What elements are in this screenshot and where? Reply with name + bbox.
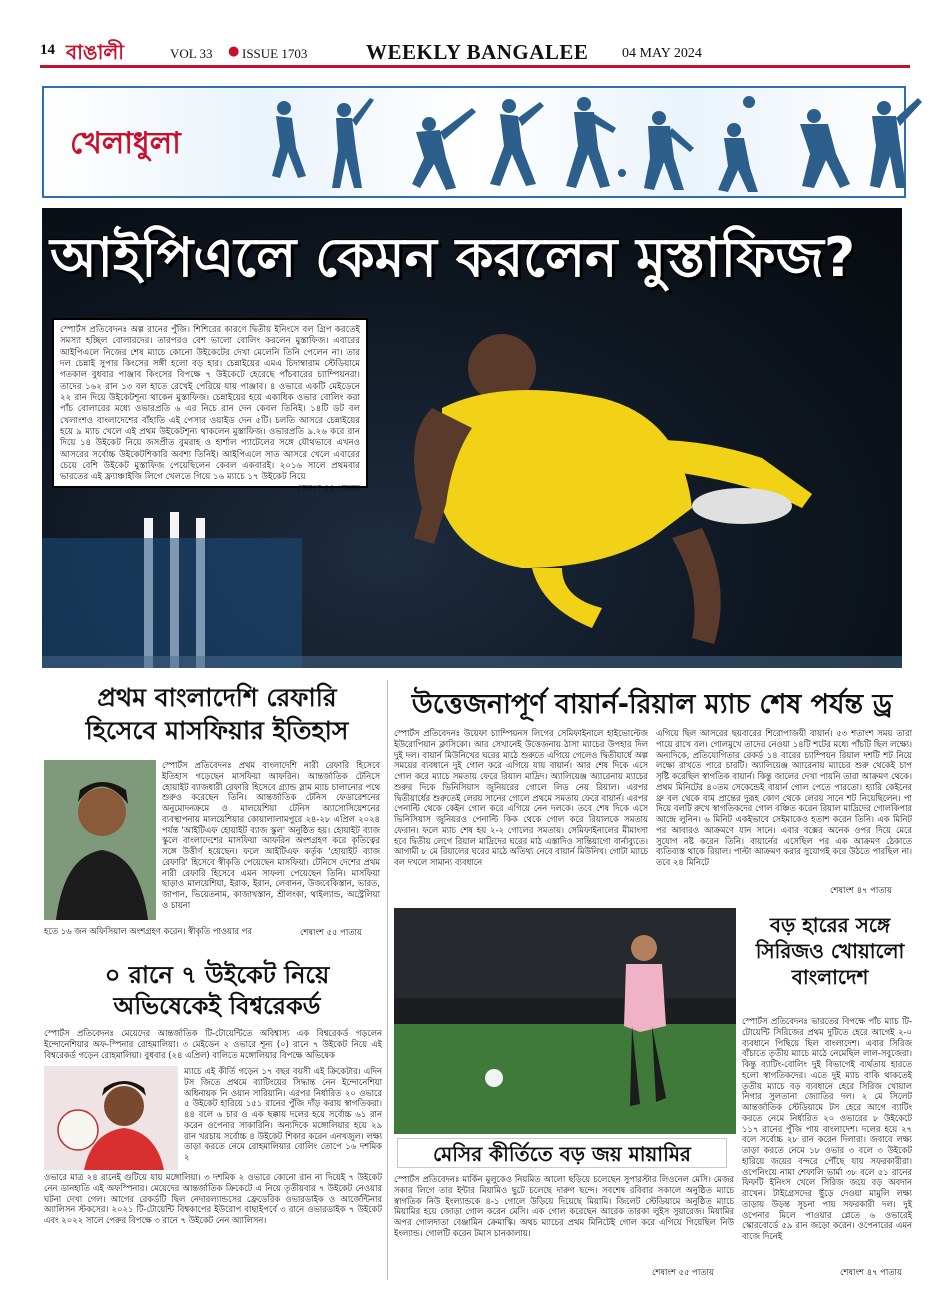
- hero-headline: আইপিএলে কেমন করলেন মুস্তাফিজ?: [50, 226, 856, 289]
- football-player-photo-icon: [394, 908, 736, 1134]
- page-number: 14: [40, 42, 55, 58]
- bayern-continued: শেষাংশ ৪৭ পাতায়: [830, 885, 892, 895]
- referee-headline-line1: প্রথম বাংলাদেশি রেফারি: [97, 683, 337, 712]
- bayern-body-col2: এগিয়ে ছিল আসরের ছয়বারের শিরোপাজয়ী বায়ার্ন। ৫৩ শতাংশ সময় তারা পায়ে রাখে বল। গোলমুখে তাদের নেওয়া ১৪টি শটের মধ্যে পাঁচটি ছিল লক্ষ্যে। অন্যদিকে, প্রতিযোগিতার রেকর্ড ১৪ বারের চ্যাম্পিয়ন রিয়াল দশটি শট নিয়ে লক্ষ্যে রাখতে পারে চারটি। অ্যালিয়েঞ্জ অ্যারেনায় ম্যাচের শুরু থেকেই চাপ সৃষ্টি করেছিল স্বাগতিক বায়ার্ন। কিন্তু জালের দেখা পায়নি তারা আক্রমণ থেকে। প্রথম মিনিটের ৪০তম সেকেন্ডেই বায়ার্ন গোল পেতে পারতো। হ্যারি কেইনের থ্রু বল থেকে বাম প্রান্তের দুরূহ কোণ থেকে লেরয় সানে শট নিয়েছিলেন। পা দিয়ে বলটি রুখে স্বাগতিকদের গোল বঞ্চিত করেন রিয়াল মাদ্রিদের গোলকিপার আন্দ্রে লুনিন। ৬ মিনিট একইভাবে সেইমাকেও হতাশ করেন তিনি। এক মিনিট পর আবারও আক্রমণে যান সানে। এবার বক্সের অনেক ওপর দিয়ে মেরে সুযোগ নষ্ট করেন তিনি। বায়ার্নের এসেছিল পর এক আক্রমণ ঠেকাতে ব্যতিব্যস্ত থাকে রিয়াল। পাল্টা আক্রমণ করার সুযোগই করে উঠতে পারছিল না। তবে ২৪ মিনিটে: [656, 728, 912, 867]
- record-headline-line2: অভিষেকেই বিশ্বরেকর্ড: [113, 991, 321, 1020]
- volume: VOL 33: [170, 46, 213, 61]
- cricketer-photo: [44, 1066, 178, 1170]
- hero-article-body: স্পোর্টস প্রতিবেদনঃ অল্প রানের পুঁজি। শিশিরের কারণে দ্বিতীয় ইনিংসে বল গ্রিপ করতেই সমস্যা হচ্ছিল বোলারদের। তারপরও বেশ ভালো বোলিং করলেন মুস্তাফিজ। এবারের আইপিএলে নিজের শেষ ম্যাচে কোনো উইকেটের দেখা মেলেনি তিনি পেলেন না। তার দল চেন্নাই সুপার কিংসের সঙ্গী হলো বড় হার। চেন্নাইয়ের এমএ চিদাম্বারাম স্টেডিয়ামে গতকাল বুধবার পাঞ্জাব কিংসের বিপক্ষে ৭ উইকেটে হেরেছে পাঁচবারের চ্যাম্পিয়নরা। তাদের ১৬২ রান ১৩ বল হাতে রেখেই পেরিয়ে যায় পাঞ্জাব। ৪ ওভারে একটি মেইডেনে ২২ রান দিয়ে উইকেটশূন্য থাকেন মুস্তাফিজ। চেন্নাইয়ের হয়ে একাধিক ওভার বোলিং করা পাঁচ বোলারের মধ্যে ওভারপ্রতি ৬ এর নিচে রান দেন কেবল তিনিই। ১৪টি ডট বল খেলাংশও বাংলাদেশের বাঁহাতি এই পেসার ওয়াইড দেন ৫টি। চলতি আসরে চেন্নাইয়ের হয়ে ৯ ম্যাচ খেলে এই প্রথম উইকেটশূন্য থাকলেন মুস্তাফিজ। ওভারপ্রতি ৯.২৬ করে রান দিয়ে ১৪ উইকেট নিয়ে জসপ্রীত বুমরাহ ও হার্শাল প্যাটেলের সঙ্গে যৌথভাবে এখনও আসরের সর্বোচ্চ উইকেটশিকারি অবশ্য তিনিই। আইপিএলে সাত আসরে খেলে এবারের চেয়ে বেশি উইকেট মুস্তাফিজ পেয়েছিলেন কেবল একবারই। ২০১৬ সালে প্রথমবার ভারতের এই ফ্র্যাঞ্চাইজি লিগে খেলতে গিয়ে ১৬ ম্যাচে ১৭ উইকেট নিয়ে: [60, 325, 360, 483]
- issue-date: 04 MAY 2024: [622, 46, 702, 61]
- bangladesh-continued: শেষাংশ ৪৭ পাতায়: [840, 1267, 902, 1277]
- issue: ISSUE 1703: [242, 46, 308, 61]
- referee-headline: [52, 682, 382, 747]
- person-with-ball-photo-icon: [44, 1066, 178, 1170]
- messi-headline: মেসির কীর্তিতে বড় জয় মায়ামির: [397, 1138, 727, 1168]
- person-photo-icon: [44, 760, 156, 920]
- referee-headline-line2: হিসেবে মাসফিয়ার ইতিহাস: [85, 715, 349, 745]
- bullet-icon: ●: [228, 44, 240, 59]
- referee-continued: শেষাংশ ৫৫ পাতায়: [300, 927, 362, 937]
- referee-photo: [44, 760, 156, 920]
- bangladesh-body: স্পোর্টস প্রতিবেদনঃ ভারতের বিপক্ষে পাঁচ ম্যাচ টি-টোয়েন্টি সিরিজের প্রথম দুটিতে হেরে আগেই ২-০ ব্যবধানে পিছিয়ে ছিল বাংলাদেশ। এবার সিরিজ বাঁচাতে তৃতীয় ম্যাচে মাঠে নেমেছিল লাল-সবুজেরা। কিন্তু ব্যাটিং-বোলিং দুই বিভাগেই ব্যর্থতায় হারতে হলো স্বাগতিকদের। এতে দুই ম্যাচ বাকি থাকতেই তৃতীয় ম্যাচে বড় ব্যবধানে হেরে সিরিজ খোয়াল নিগার সুলতানা জ্যোতির দল। ২ মে সিলেট আন্তর্জাতিক স্টেডিয়ামে টস হেরে আগে ব্যাটিং করতে নেমে নির্ধারিত ২০ ওভারের ৮ উইকেটে ১১৭ রানের পুঁজি পায় বাংলাদেশ। দলের হয়ে ২৭ বলে সর্বোচ্চ ২৮ রান করেন দিলারা। জবাবে লক্ষ্য তাড়া করতে নেমে ১৮ ওভার ৩ বলে ৩ উইকেট হারিয়ে জয়ের বন্দরে পৌঁছে যায় সফরকারীরা। ওপেনিংয়ে নামা শেফালি ভার্মা ৩৮ বলে ৫১ রানের ফিফটি ইনিংস খেলে সিরিজ জয়ে বড় অবদান রাখেন। টাইগ্রেসদের ছুঁড়ে দেওয়া মামুলি লক্ষ্য তাড়ায় উড়ন্ত সূচনা পায় সফরকারী দল। দুই ওপেনার মিলে পাওয়ার প্লেতে ৬ ওভারেই স্কোরবোর্ডে ৫৯ রান জড়ো করেন। ওপেনারের এমন বাজে দিনেই: [742, 1016, 912, 1241]
- section-title: খেলাধুলা: [70, 126, 181, 161]
- bangladesh-headline-line1: বড় হারের সঙ্গে: [769, 913, 891, 937]
- messi-photo: [394, 908, 736, 1134]
- newspaper-logo: বাঙালী: [66, 40, 125, 64]
- bayern-body-col1: স্পোর্টস প্রতিবেদনঃ উয়েফা চ্যাম্পিয়নস লিগের সেমিফাইনালে হাইভোল্টেজ ইউরোপিয়ান ক্লাসিকো। আর সেখানেই উত্তেজনায় ঠাসা ম্যাচের উপহার দিল দুই দল। বায়ার্ন মিউনিখের ঘরের মাঠে শুরুতে এগিয়ে গেলেও দ্বিতীয়ার্ধে অল্প সময়ের ব্যবধানে দুই গোল করে এগিয়ে যায় বায়ার্ন। আর শেষ দিকে এসে গোল করে ম্যাচে সমতায় ফেরে রিয়াল মাদ্রিদ। অ্যালিয়েঞ্জ অ্যারেনায় ম্যাচের শুরুর দিকে ভিনিসিয়াস জুনিয়রের গোলে লিড নেয় রিয়াল। এরপর দ্বিতীয়ার্ধের শুরুতেই লেরয় সানের গোলে প্রথমে সমতায় ফেরে বায়ার্ন। এরপর পেনাল্টি থেকে কেইন গোল করে এগিয়ে নেন দলকে। তবে শেষ দিকে এসে ভিনিসিয়াস জুনিয়রও পেনাল্টি কিক থেকে গোল করে রিয়ালকে সমতায় ফেরান। ফলে ম্যাচ শেষ হয় ২-২ গোলের সমতায়। সেমিফাইনালের মীমাংসা হবে দ্বিতীয় লেগে রিয়াল মাদ্রিদের ঘরের মাঠ এস্তাদিও সান্তিয়াগো বার্নাব্যুতে। আগামী ৮ মে রিয়ালের ঘরের মাঠে অতিথ্য নেবে বায়ার্ন মিউনিখ। গোটা ম্যাচে বল দখলে সামান্য ব্যবধানে: [394, 728, 648, 867]
- column-divider: [387, 680, 388, 1280]
- messi-continued: শেষাংশ ৫৫ পাতায়: [652, 1267, 714, 1277]
- hero-article: [52, 318, 368, 494]
- bangladesh-headline-line3: বাংলাদেশ: [791, 965, 869, 989]
- masthead: [40, 38, 910, 68]
- record-body-bottom: ওভারে মাত্র ২৪ রানেই গুটিয়ে যায় মঙ্গোলিয়া। ৩ দশমিক ২ ওভারে কোনো রান না দিয়েই ৭ উইকেট নেন ডানহাতি এই অফস্পিনার। মেয়েদের আন্তর্জাতিক ক্রিকেটে এ নিয়ে তৃতীয়বার ৭ উইকেট নেওয়ার ঘটনা দেখা গেল। আগের রেকর্ডটি ছিল নেদারল্যান্ডসের ফ্রেডেরিক ওভারডাইক ও আর্জেন্টিনার অ্যালিসন স্টকসের। ২০২১ টি-টোয়েন্টি বিশ্বকাপের ইউরোপ বাছাইপর্বে ৩ রানে ওভারডাইক ৭ উইকেট এবং ২০২২ সালে পেরুর বিপক্ষে ৩ রানে ৭ উইকেট নেন অ্যালিসন।: [44, 1172, 382, 1225]
- record-headline: [52, 960, 382, 1021]
- bayern-headline: উত্তেজনাপূর্ণ বায়ার্ন-রিয়াল ম্যাচ শেষ পর্যন্ত ড্র: [411, 689, 893, 720]
- record-headline-line1: ০ রানে ৭ উইকেট নিয়ে: [104, 961, 330, 989]
- referee-body-bottom: হতে ১৬ জন অফিসিয়াল অংশগ্রহণ করেন। স্বীকৃতি পাওয়ার পর: [44, 926, 252, 936]
- referee-body: স্পোর্টস প্রতিবেদনঃ প্রথম বাংলাদেশি নারী রেফারি হিসেবে ইতিহাস গড়েছেন মাসফিয়া আফরিন। আন্তর্জাতিক টেনিসে হোয়াইট ব্যাজধারী রেফারি হিসেবে গ্র্যান্ড স্লাম ম্যাচ চালানোর পথে শুরুও করেছেন তিনি। আন্তর্জাতিক টেনিস ফেডারেশনের অনুমোদনক্রমে ও মালয়েশিয়া টেনিস অ্যাসোসিয়েশনের ব্যবস্থাপনায় মালয়েশিয়ার কোয়ালালামপুরে ২৪-২৮ এপ্রিল ২০২৪ পর্যন্ত 'আইটিএফ হোয়াইট ব্যাজ স্কুল' অনুষ্ঠিত হয়। হোয়াইট ব্যাজ স্কুলে বাংলাদেশের মাসফিয়া আফরিন অংশগ্রহণ করে কৃতিত্বের সঙ্গে উত্তীর্ণ হয়েছেন। ফলে আইটিএফ কর্তৃক 'হোয়াইট ব্যাজ রেফারি' হিসেবে স্বীকৃতি পেয়েছেন মাসফিয়া। টেনিসে দেশের প্রথম নারী রেফারি হিসেবে এমন সাফল্য পেয়েছেন তিনি। মাসফিয়া ছাড়াও মালয়েশিয়া, ইরাক, ইরান, লেবানন, উজবেকিস্তান, ভারত, জাপান, ভিয়েতনাম, কাজাখস্তান, শ্রীলংকা, থাইল্যান্ড, অস্ট্রেলিয়া ও চায়না: [162, 760, 380, 910]
- bangladesh-headline: [746, 912, 914, 990]
- record-body-side: ম্যাচে এই কীর্তি গড়েন ১৭ বছর বয়সী এই ক্রিকেটার। এদিন টস জিতে প্রথমে ব্যাটিংয়ের সিদ্ধান্ত নেন ইন্দোনেশিয়া অধিনায়ক নি ওয়ান সারিয়ানি। এরপর নির্ধারিত ২০ ওভারে ৫ উইকেট হারিয়ে ১৫১ রানের পুঁজি দাঁড় করায় স্বাগতিকরা। ৪৪ বলে ৬ চার ও এক ছক্কায় দলের হয়ে সর্বোচ্চ ৬১ রান করেন ওপেনার সাকারিনি। অন্যদিকে মঙ্গোলিয়ার হয়ে ২৯ রান খরচায় সর্বোচ্চ ৪ উইকেট শিকার করেন এনখজুল। লক্ষ্য তাড়া করতে নেমে রোহমালিয়ার বোলিং তোপে ১৬ দশমিক ২: [184, 1066, 382, 1162]
- publication-title: WEEKLY BANGALEE: [366, 40, 589, 64]
- messi-body: স্পোর্টস প্রতিবেদনঃ মার্কিন মুলুকেও নিয়মিত আলো ছড়িয়ে চলেছেন সুপারস্টার লিওনেল মেসি। মেজর সকার লিগে তার ইন্টার মিয়ামিও ছুটে চলেছে দারুণ ছন্দে। সবশেষ রবিবার সকালে অনুষ্ঠিত ম্যাচে স্বাগতিক নিউ ইংল্যান্ডকে ৪-১ গোলে উড়িয়ে দিয়েছে মিয়ামি। জিলেট স্টেডিয়ামে অনুষ্ঠিত ম্যাচে মিয়ামির হয়ে জোড়া গোল করেন মেসি। এক গোল করেছেন আরেক তারকা লুইস সুয়ারেজ। মিয়ামির অপর গোলদাতা বেঞ্জামিন ক্রেমাস্কি। অথচ ম্যাচের প্রথম মিনিটেই গোল করে এগিয়ে গিয়েছিল নিউ ইংল্যান্ড। গোলটি করেন টমাস চানকালায়।: [394, 1174, 734, 1238]
- bangladesh-headline-line2: সিরিজও খোয়ালো: [755, 939, 905, 963]
- record-body-top: স্পোর্টস প্রতিবেদনঃ মেয়েদের আন্তর্জাতিক টি-টোয়েন্টিতে অবিশ্বাস্য এক বিশ্বরেকর্ড গড়লেন ইন্দোনেশিয়ার অফ-স্পিনার রোহমালিয়া। ৩ মেইডেন ২ ওভারে শূন্য (০) রানে ৭ উইকেট নিয়ে এই বিশ্বরেকর্ড গড়েন রোহমালিয়া। বুধবার (২৪ এপ্রিল) বালিতে মঙ্গোলিয়ার বিপক্ষে অভিষেক: [44, 1028, 382, 1060]
- hero-continued: শেষাংশ ৪৪ পাতায়: [296, 483, 360, 494]
